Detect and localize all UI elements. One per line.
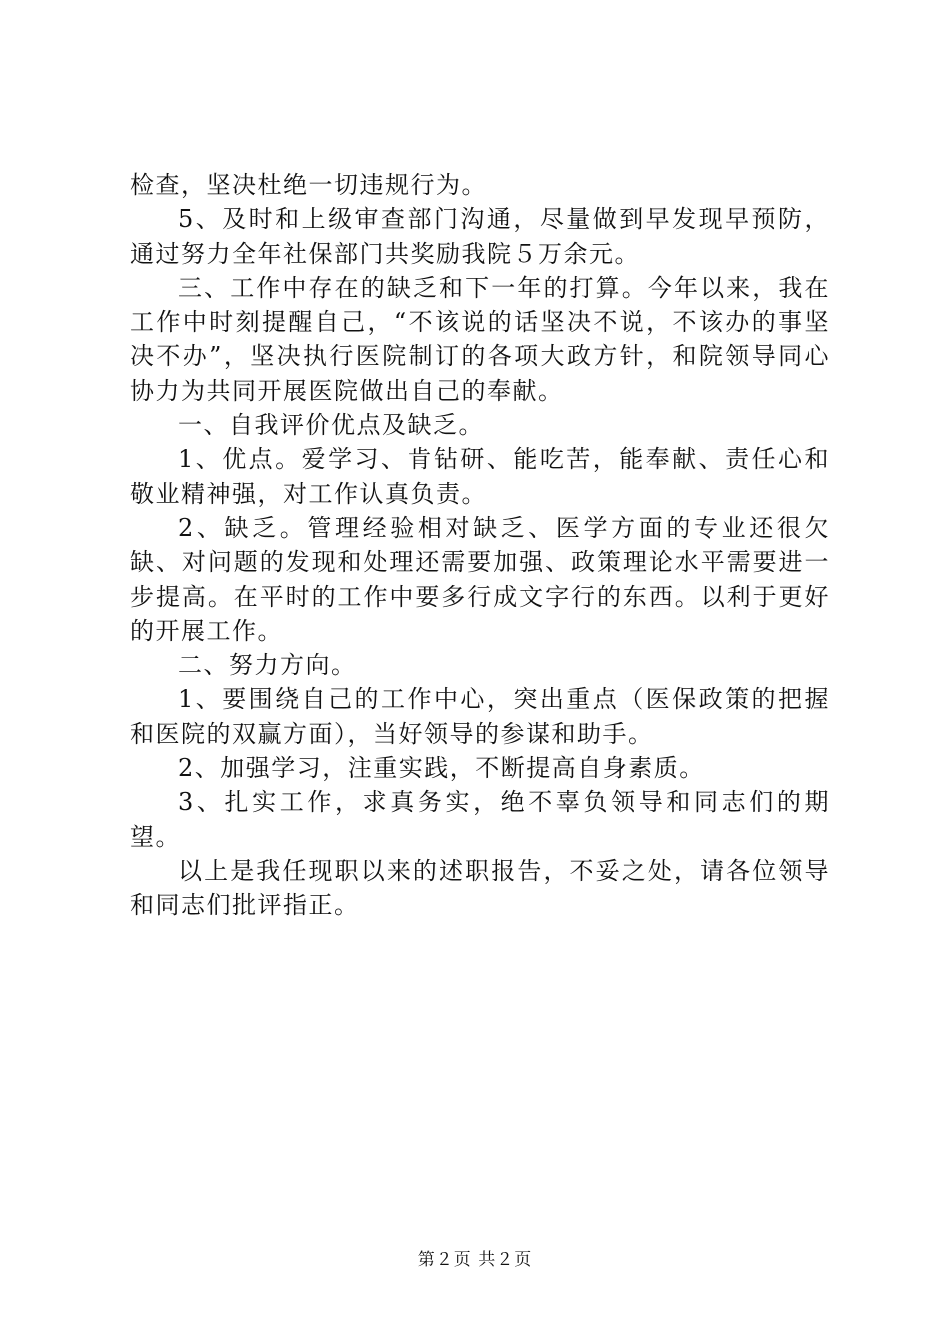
paragraph-continuation: 检查，坚决杜绝一切违规行为。 bbox=[130, 171, 487, 199]
heading-self-evaluation: 一、自我评价优点及缺乏。 bbox=[178, 411, 484, 440]
paragraph-direction-2: 2、加强学习，注重实践，不断提高自身素质。 bbox=[178, 754, 705, 783]
paragraph-closing: 以上是我任现职以来的述职报告，不妥之处，请各位领导和同志们批评指正。 bbox=[130, 856, 830, 920]
paragraph-direction-3: 3、扎实工作，求真务实，绝不辜负领导和同志们的期望。 bbox=[130, 788, 830, 851]
paragraph-direction-1: 1、要围绕自己的工作中心，突出重点（医保政策的把握和医院的双赢方面），当好领导的参谋和助手。 bbox=[130, 685, 830, 748]
document-body bbox=[130, 168, 830, 923]
paragraph-section-three: 三、工作中存在的缺乏和下一年的打算。今年以来，我在工作中时刻提醒自己，“不该说的话坚决不说，不该办的事坚决不办”，坚决执行医院制订的各项大政方针，和院领导同心协力为共同开展医院做出自己的奉献。 bbox=[130, 273, 830, 405]
page-number-footer: 第２页 共２页 bbox=[417, 1250, 533, 1270]
paragraph-weaknesses: 2、缺乏。管理经验相对缺乏、医学方面的专业还很欠缺、对问题的发现和处理还需要加强、政策理论水平需要进一步提高。在平时的工作中要多行成文字行的东西。以利于更好的开展工作。 bbox=[130, 513, 830, 645]
paragraph-strengths: 1、优点。爱学习、肯钻研、能吃苦，能奉献、责任心和敬业精神强，对工作认真负责。 bbox=[130, 445, 830, 508]
heading-direction: 二、努力方向。 bbox=[178, 651, 357, 680]
paragraph-item-5: 5、及时和上级审查部门沟通，尽量做到早发现早预防，通过努力全年社保部门共奖励我院５万余元。 bbox=[130, 205, 830, 268]
